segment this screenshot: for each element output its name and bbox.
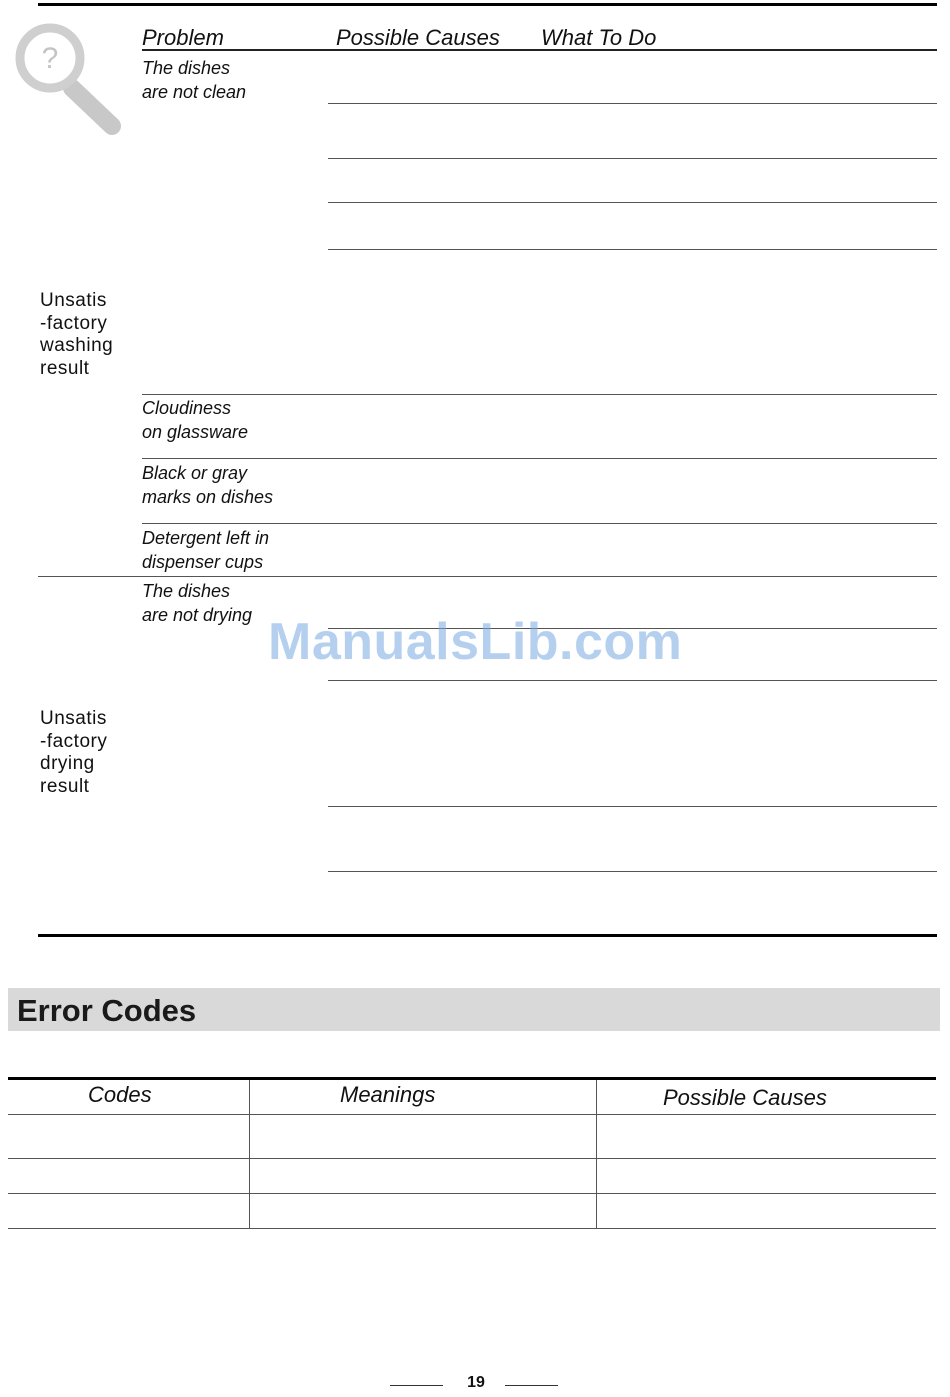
header-what-to-do: What To Do	[541, 25, 657, 50]
problem-black-gray-marks: Black or gray marks on dishes	[142, 463, 274, 507]
category-divider	[38, 576, 937, 577]
row-divider	[328, 103, 937, 104]
row-divider	[328, 871, 937, 872]
row-divider	[328, 680, 937, 681]
problem-dishes-not-clean: The dishes are not clean	[142, 58, 247, 102]
header-problem: Problem	[142, 25, 224, 50]
watermark: ManualsLib.com	[268, 613, 683, 671]
problem-cloudiness: Cloudiness on glassware	[142, 398, 249, 442]
page-number: 19	[467, 1374, 485, 1391]
top-rule	[38, 3, 937, 6]
bottom-rule	[38, 934, 937, 937]
error-codes-title: Error Codes	[17, 993, 197, 1028]
page-number-rule-right	[505, 1385, 558, 1386]
row-divider	[328, 158, 937, 159]
row-divider	[142, 394, 937, 395]
row-divider	[142, 523, 937, 524]
problem-dishes-not-drying: The dishes are not drying	[142, 581, 253, 625]
error-row-divider	[8, 1228, 936, 1229]
page-number-rule-left	[390, 1385, 443, 1386]
header-possible-causes: Possible Causes	[336, 25, 500, 50]
error-row-divider	[8, 1193, 936, 1194]
header-rule	[142, 49, 937, 51]
error-row-divider	[8, 1158, 936, 1159]
row-divider	[142, 458, 937, 459]
category-washing-label: Unsatis -factory washing result	[40, 290, 114, 379]
row-divider	[328, 202, 937, 203]
column-divider	[249, 1080, 250, 1228]
error-table-top-rule	[8, 1077, 936, 1080]
column-header-possible-causes: Possible Causes	[663, 1085, 827, 1110]
row-divider	[328, 249, 937, 250]
category-drying-label: Unsatis -factory drying result	[40, 708, 108, 797]
column-header-meanings: Meanings	[340, 1082, 436, 1107]
magnifier-question-icon	[14, 20, 124, 135]
svg-text:?: ?	[41, 42, 59, 75]
error-row-divider	[8, 1114, 936, 1115]
column-header-codes: Codes	[88, 1082, 152, 1107]
problem-detergent-left: Detergent left in dispenser cups	[142, 528, 270, 572]
row-divider	[328, 806, 937, 807]
column-divider	[596, 1080, 597, 1228]
